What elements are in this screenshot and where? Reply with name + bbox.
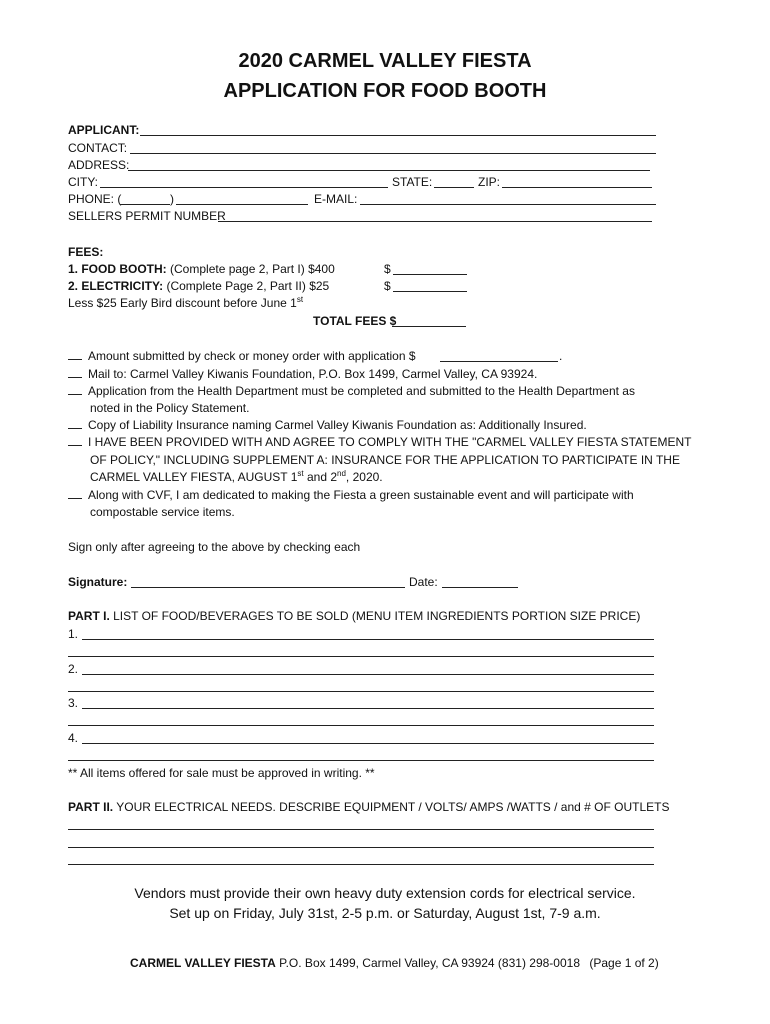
part1-item-number: 1.: [68, 627, 79, 641]
part1-item-number: 4.: [68, 731, 79, 745]
checklist-text-policy-2: OF POLICY," INCLUDING SUPPLEMENT A: INSURANCE FOR THE APPLICATION TO PARTICIPATE IN THE: [90, 453, 680, 467]
part1-item-field[interactable]: [82, 674, 654, 675]
sign-note: Sign only after agreeing to the above by checking each: [68, 540, 361, 554]
footer-address: P.O. Box 1499, Carmel Valley, CA 93924 (831) 298-0018: [279, 956, 580, 970]
part2-field[interactable]: [68, 829, 654, 830]
page-title: 2020 CARMEL VALLEY FIESTA: [238, 50, 532, 72]
zip-label: ZIP:: [478, 175, 501, 189]
part2-text: YOUR ELECTRICAL NEEDS. DESCRIBE EQUIPMENT / VOLTS/ AMPS /WATTS / and # OF OUTLETS: [116, 800, 670, 814]
checklist-item-health: [68, 383, 635, 399]
checklist-item-policy: [68, 434, 692, 450]
part2-field[interactable]: [68, 864, 654, 865]
payment-amount-field[interactable]: [440, 361, 558, 362]
footer: [130, 955, 659, 971]
footer-org: CARMEL VALLEY FIESTA: [130, 956, 276, 970]
address-field[interactable]: [128, 170, 650, 171]
part1-item-field[interactable]: [68, 760, 654, 761]
checkbox-green[interactable]: [68, 487, 82, 499]
phone-label: PHONE: (: [68, 192, 122, 206]
electricity-fee: [68, 278, 329, 294]
checklist-text-mail: Mail to: Carmel Valley Kiwanis Foundation, P.O. Box 1499, Carmel Valley, CA 93924.: [88, 367, 538, 381]
checklist-item-mail: [68, 366, 537, 382]
contact-label: CONTACT:: [68, 141, 128, 155]
part1-item-number: 3.: [68, 696, 79, 710]
part1-item-field[interactable]: [82, 743, 654, 744]
zip-field[interactable]: [502, 187, 652, 188]
date-label: Date:: [409, 575, 438, 589]
policy-date-b: and 2: [303, 470, 338, 484]
signature-label: Signature:: [68, 575, 128, 589]
electricity-label: 2. ELECTRICITY:: [68, 279, 164, 293]
checklist-text-policy-3: [90, 469, 383, 485]
electricity-amount-field[interactable]: [393, 291, 467, 292]
checkbox-mail[interactable]: [68, 366, 82, 378]
part1-item-field[interactable]: [82, 639, 654, 640]
fees-heading: FEES:: [68, 245, 104, 259]
food-booth-dollar: $: [384, 262, 391, 276]
page-subtitle: APPLICATION FOR FOOD BOOTH: [223, 80, 547, 102]
food-booth-fee: [68, 261, 335, 277]
part1-item-field[interactable]: [82, 708, 654, 709]
state-label: STATE:: [392, 175, 433, 189]
electricity-dollar: $: [384, 279, 391, 293]
checklist-text-green-1: Along with CVF, I am dedicated to making the Fiesta a green sustainable event and will participate with: [88, 488, 634, 502]
food-booth-label: 1. FOOD BOOTH:: [68, 262, 167, 276]
phone-area-code-field[interactable]: [120, 204, 170, 205]
city-label: CITY:: [68, 175, 99, 189]
part1-label: PART I.: [68, 609, 110, 623]
address-label: ADDRESS:: [68, 158, 130, 172]
part1-item-field[interactable]: [68, 656, 654, 657]
sellers-permit-label: SELLERS PERMIT NUMBER: [68, 209, 226, 223]
total-fees-field[interactable]: [392, 326, 466, 327]
checklist-text-policy-1: I HAVE BEEN PROVIDED WITH AND AGREE TO COMPLY WITH THE "CARMEL VALLEY FIESTA STATEMENT: [88, 435, 692, 449]
part2-field[interactable]: [68, 847, 654, 848]
discount-sup: st: [296, 295, 304, 304]
policy-date-c: , 2020.: [345, 470, 383, 484]
checkbox-health[interactable]: [68, 383, 82, 395]
part1-item-number: 2.: [68, 662, 79, 676]
checkbox-insurance[interactable]: [68, 417, 82, 429]
discount-text: Less $25 Early Bird discount before June 1: [68, 296, 297, 310]
total-fees-label: TOTAL FEES $: [313, 314, 397, 328]
date-field[interactable]: [442, 587, 518, 588]
checklist-item-insurance: [68, 417, 587, 433]
part2-label: PART II.: [68, 800, 114, 814]
food-booth-text: (Complete page 2, Part I) $400: [170, 262, 335, 276]
policy-date-a: CARMEL VALLEY FIESTA, AUGUST 1: [90, 470, 298, 484]
email-label: E-MAIL:: [314, 192, 358, 206]
checklist-text-health-2: noted in the Policy Statement.: [90, 401, 250, 415]
sellers-permit-field[interactable]: [218, 221, 652, 222]
phone-paren: ): [170, 192, 174, 206]
payment-period: .: [559, 349, 563, 363]
contact-field[interactable]: [130, 153, 656, 154]
checklist-item-payment: [68, 348, 416, 364]
part1-text: LIST OF FOOD/BEVERAGES TO BE SOLD (MENU ITEM INGREDIENTS PORTION SIZE PRICE): [113, 609, 641, 623]
email-field[interactable]: [360, 204, 656, 205]
part1-approval-note: ** All items offered for sale must be approved in writing. **: [68, 766, 375, 780]
part2-heading: [68, 799, 669, 815]
checklist-item-green: [68, 487, 634, 503]
city-field[interactable]: [100, 187, 388, 188]
checklist-text-health-1: Application from the Health Department must be completed and submitted to the Health Department as: [88, 384, 635, 398]
part1-heading: [68, 608, 640, 624]
part1-item-field[interactable]: [68, 725, 654, 726]
early-bird-discount: [68, 295, 303, 311]
electricity-text: (Complete Page 2, Part II) $25: [166, 279, 330, 293]
applicant-label: APPLICANT:: [68, 123, 140, 137]
vendor-notice-line2: Set up on Friday, July 31st, 2-5 p.m. or Saturday, August 1st, 7-9 a.m.: [169, 905, 601, 921]
applicant-field[interactable]: [140, 135, 656, 136]
checkbox-payment[interactable]: [68, 348, 82, 360]
part1-item-field[interactable]: [68, 691, 654, 692]
signature-field[interactable]: [131, 587, 405, 588]
checklist-text-payment: Amount submitted by check or money order with application $: [88, 349, 416, 363]
phone-number-field[interactable]: [176, 204, 308, 205]
policy-date-sup1: st: [297, 469, 304, 478]
vendor-notice-line1: Vendors must provide their own heavy duty extension cords for electrical service.: [134, 885, 636, 901]
state-field[interactable]: [434, 187, 474, 188]
checkbox-policy[interactable]: [68, 434, 82, 446]
checklist-text-green-2: compostable service items.: [90, 505, 235, 519]
policy-date-sup2: nd: [337, 469, 346, 478]
footer-page: (Page 1 of 2): [589, 956, 659, 970]
food-booth-amount-field[interactable]: [393, 274, 467, 275]
checklist-text-insurance: Copy of Liability Insurance naming Carmel Valley Kiwanis Foundation as: Additionally Insured.: [88, 418, 587, 432]
